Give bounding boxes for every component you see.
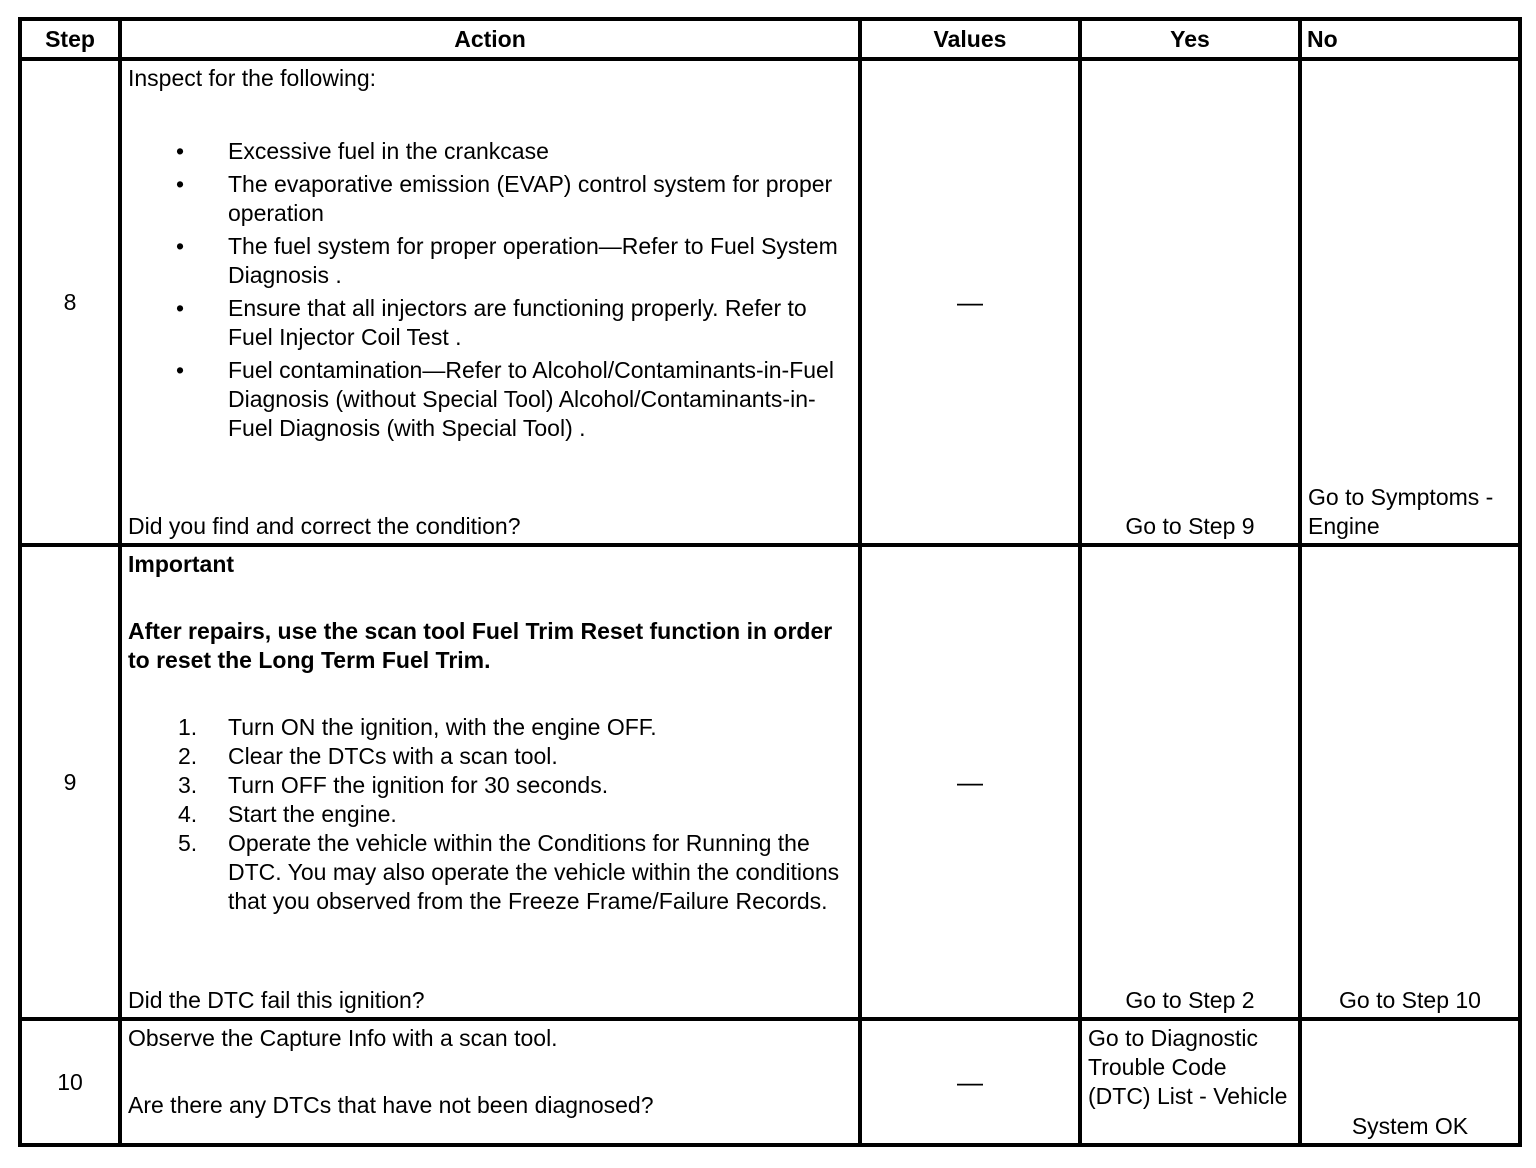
list-item (128, 771, 852, 800)
header-no: No (1300, 19, 1520, 59)
values-cell: — (860, 545, 1080, 1019)
header-row (20, 19, 1520, 59)
action-cell (120, 59, 860, 545)
list-item-text: Fuel contamination—Refer to Alcohol/Contaminants-in-Fuel Diagnosis (without Special Tool) Alcohol/Contaminants-in-Fuel Diagnosis (with Special Tool) . (228, 357, 834, 441)
no-link[interactable]: System OK (1351, 1113, 1469, 1139)
table-row-step-9 (20, 545, 1520, 1019)
action-question: Did you find and correct the condition? (128, 513, 521, 539)
no-cell (1300, 1019, 1520, 1145)
header-action: Action (120, 19, 860, 59)
yes-link[interactable]: Go to Step 2 (1125, 987, 1255, 1013)
list-item-text: Turn OFF the ignition for 30 seconds. (228, 772, 609, 798)
list-item-text: Turn ON the ignition, with the engine OFF. (228, 714, 657, 740)
list-item-text: The fuel system for proper operation—Refer to Fuel System Diagnosis . (228, 233, 838, 288)
numbered-list (128, 713, 852, 916)
list-item (128, 713, 852, 742)
step-index: 5. (178, 830, 198, 856)
values-cell: — (860, 59, 1080, 545)
action-intro: Inspect for the following: (128, 65, 377, 91)
step-index: 3. (178, 772, 198, 798)
list-item (128, 137, 852, 166)
yes-link[interactable]: Go to Diagnostic Trouble Code (DTC) List - Vehicle (1088, 1025, 1288, 1109)
list-item-text: Operate the vehicle within the Conditions for Running the DTC. You may also operate the vehicle within the conditions that you observed from the Freeze Frame/Failure Records. (228, 830, 840, 914)
yes-cell (1080, 1019, 1300, 1145)
bullet-glyph: • (176, 233, 185, 259)
header-yes: Yes (1080, 19, 1300, 59)
action-intro: Observe the Capture Info with a scan tool. (128, 1025, 558, 1051)
action-cell (120, 545, 860, 1019)
list-item (128, 829, 852, 916)
list-item-text: The evaporative emission (EVAP) control system for proper operation (228, 171, 833, 226)
bullet-glyph: • (176, 357, 185, 383)
list-item (128, 170, 852, 228)
no-cell (1300, 59, 1520, 545)
list-item (128, 742, 852, 771)
bullet-list (128, 137, 852, 443)
important-text: After repairs, use the scan tool Fuel Trim Reset function in order to reset the Long Term Fuel Trim. (128, 618, 833, 673)
step-number: 9 (20, 545, 120, 1019)
list-item-text: Ensure that all injectors are functioning properly. Refer to Fuel Injector Coil Test . (228, 295, 807, 350)
step-number: 10 (20, 1019, 120, 1145)
action-cell (120, 1019, 860, 1145)
values-cell: — (860, 1019, 1080, 1145)
no-cell (1300, 545, 1520, 1019)
table-row-step-8 (20, 59, 1520, 545)
list-item (128, 356, 852, 443)
list-item (128, 232, 852, 290)
bullet-glyph: • (176, 171, 185, 197)
action-question: Are there any DTCs that have not been diagnosed? (128, 1092, 654, 1118)
no-link[interactable]: Go to Step 10 (1339, 987, 1481, 1013)
important-label: Important (128, 551, 235, 577)
step-index: 1. (178, 714, 198, 740)
yes-cell (1080, 545, 1300, 1019)
step-index: 2. (178, 743, 198, 769)
diagnostic-table (18, 17, 1522, 1147)
action-question: Did the DTC fail this ignition? (128, 987, 425, 1013)
header-step: Step (20, 19, 120, 59)
no-link[interactable]: Go to Symptoms - Engine (1308, 484, 1494, 539)
yes-cell (1080, 59, 1300, 545)
header-values: Values (860, 19, 1080, 59)
table-row-step-10 (20, 1019, 1520, 1145)
bullet-glyph: • (176, 295, 185, 321)
step-index: 4. (178, 801, 198, 827)
yes-link[interactable]: Go to Step 9 (1125, 513, 1255, 539)
list-item-text: Excessive fuel in the crankcase (228, 138, 549, 164)
bullet-glyph: • (176, 138, 185, 164)
step-number: 8 (20, 59, 120, 545)
list-item (128, 294, 852, 352)
list-item-text: Start the engine. (228, 801, 397, 827)
list-item (128, 800, 852, 829)
list-item-text: Clear the DTCs with a scan tool. (228, 743, 558, 769)
